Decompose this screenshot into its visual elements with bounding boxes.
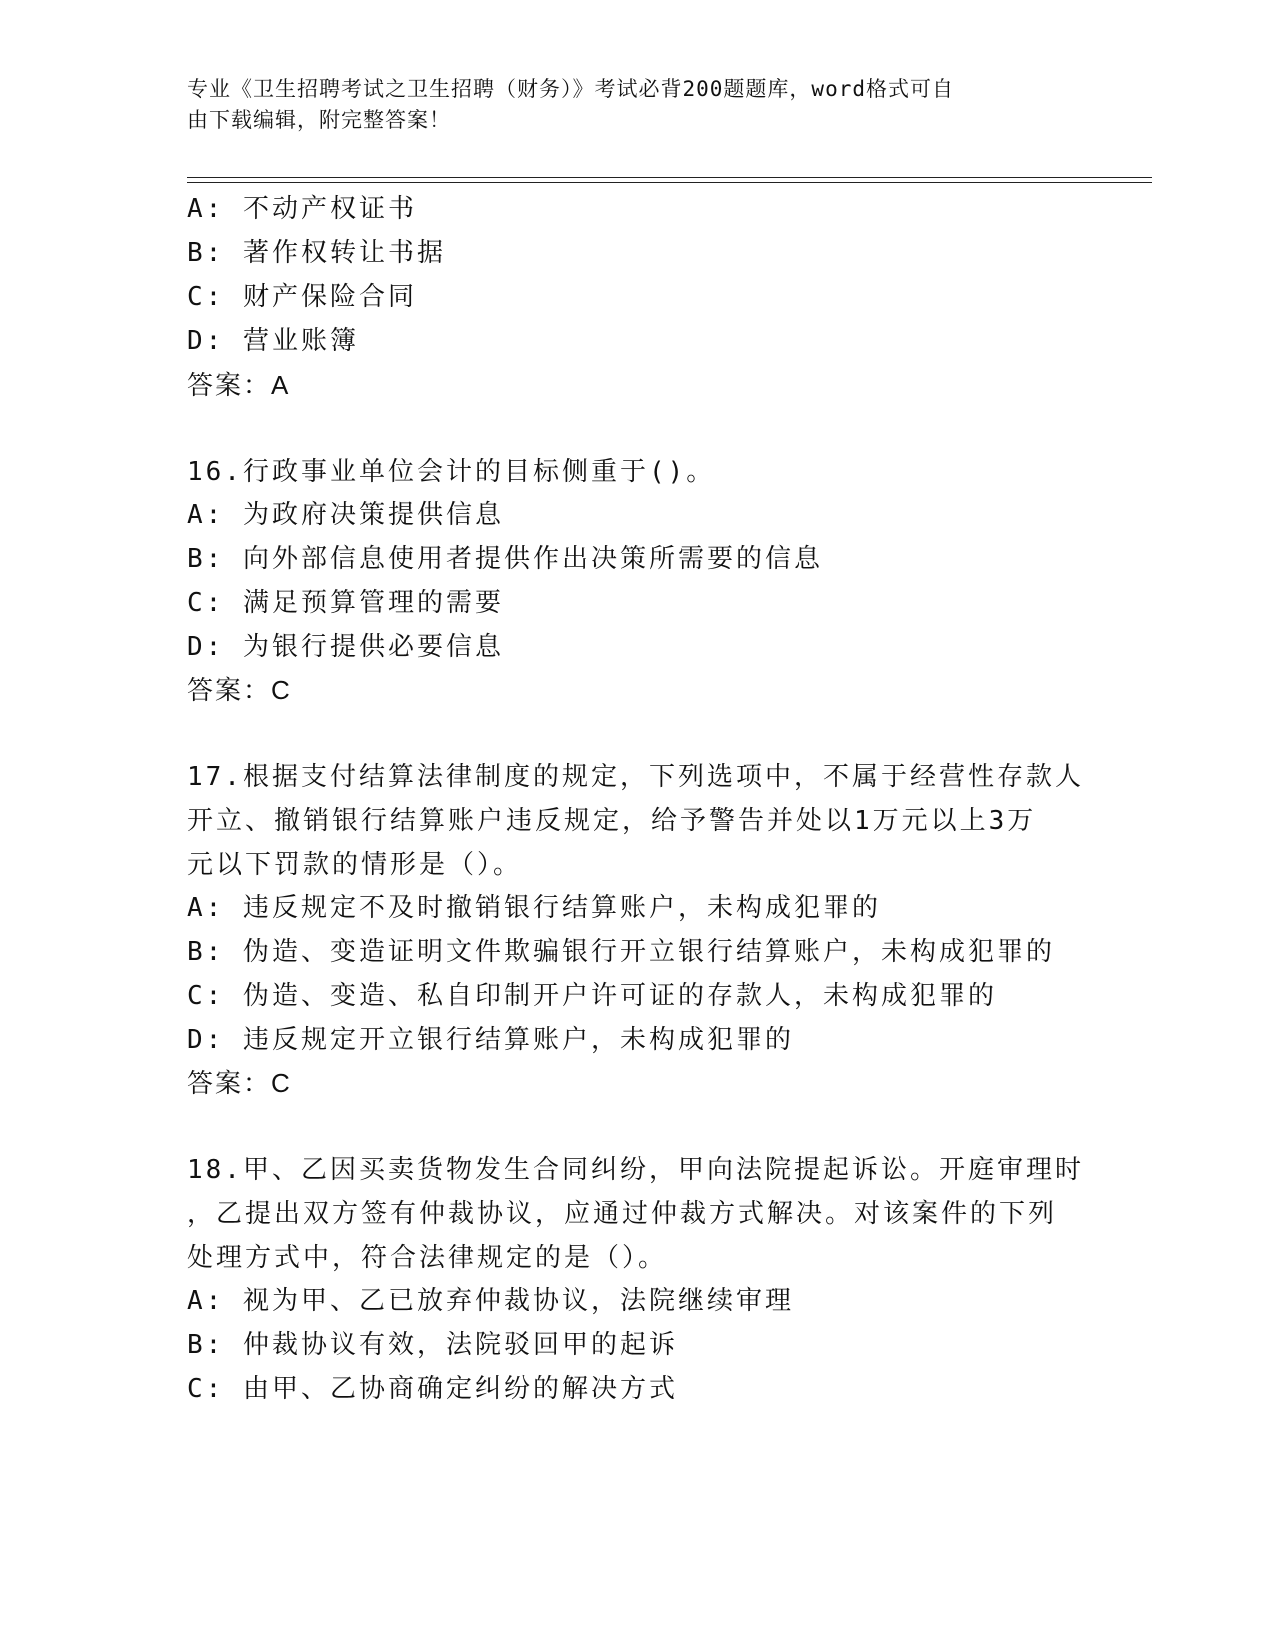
q18-stem-line-2: ，乙提出双方签有仲裁协议，应通过仲裁方式解决。对该案件的下列 [187, 1199, 1058, 1229]
q18-stem-line-3: 处理方式中，符合法律规定的是（）。 [187, 1243, 668, 1273]
q17-option-a: A: 违反规定不及时撤销银行结算账户，未构成犯罪的 [187, 893, 881, 923]
q16-option-b: B: 向外部信息使用者提供作出决策所需要的信息 [187, 544, 823, 574]
q16-option-c: C: 满足预算管理的需要 [187, 588, 504, 618]
q17-option-c: C: 伪造、变造、私自印制开户许可证的存款人，未构成犯罪的 [187, 981, 997, 1011]
q17-stem-line-1: 17.根据支付结算法律制度的规定，下列选项中，不属于经营性存款人 [187, 762, 1084, 792]
q17-option-b: B: 伪造、变造证明文件欺骗银行开立银行结算账户，未构成犯罪的 [187, 937, 1055, 967]
header-divider-top [187, 177, 1152, 178]
q16-option-a: A: 为政府决策提供信息 [187, 500, 504, 530]
header-title-line-2: 由下载编辑，附完整答案！ [187, 108, 451, 132]
q16-stem-line-1: 16.行政事业单位会计的目标侧重于()。 [187, 457, 716, 487]
q18-option-b: B: 仲裁协议有效，法院驳回甲的起诉 [187, 1330, 678, 1360]
header-title-line-1: 专业《卫生招聘考试之卫生招聘（财务）》考试必背200题题库，word格式可自 [187, 77, 954, 101]
document-header [187, 74, 1067, 136]
header-divider-bottom [187, 182, 1152, 183]
q15-option-b: B: 著作权转让书据 [187, 238, 446, 268]
q18-stem-line-1: 18.甲、乙因买卖货物发生合同纠纷，甲向法院提起诉讼。开庭审理时 [187, 1155, 1084, 1185]
q18-option-c: C: 由甲、乙协商确定纠纷的解决方式 [187, 1374, 678, 1404]
q17-stem-line-2: 开立、撤销银行结算账户违反规定，给予警告并处以1万元以上3万 [187, 806, 1037, 836]
q18-option-a: A: 视为甲、乙已放弃仲裁协议，法院继续审理 [187, 1286, 794, 1316]
q17-stem-line-3: 元以下罚款的情形是（）。 [187, 850, 523, 880]
q15-option-a: A: 不动产权证书 [187, 194, 417, 224]
q16-answer: 答案：C [187, 675, 292, 705]
q15-option-c: C: 财产保险合同 [187, 282, 417, 312]
q15-option-d: D: 营业账簿 [187, 326, 359, 356]
q17-option-d: D: 违反规定开立银行结算账户，未构成犯罪的 [187, 1025, 794, 1055]
q15-answer: 答案：A [187, 370, 291, 400]
q16-option-d: D: 为银行提供必要信息 [187, 632, 504, 662]
q17-answer: 答案：C [187, 1068, 292, 1098]
